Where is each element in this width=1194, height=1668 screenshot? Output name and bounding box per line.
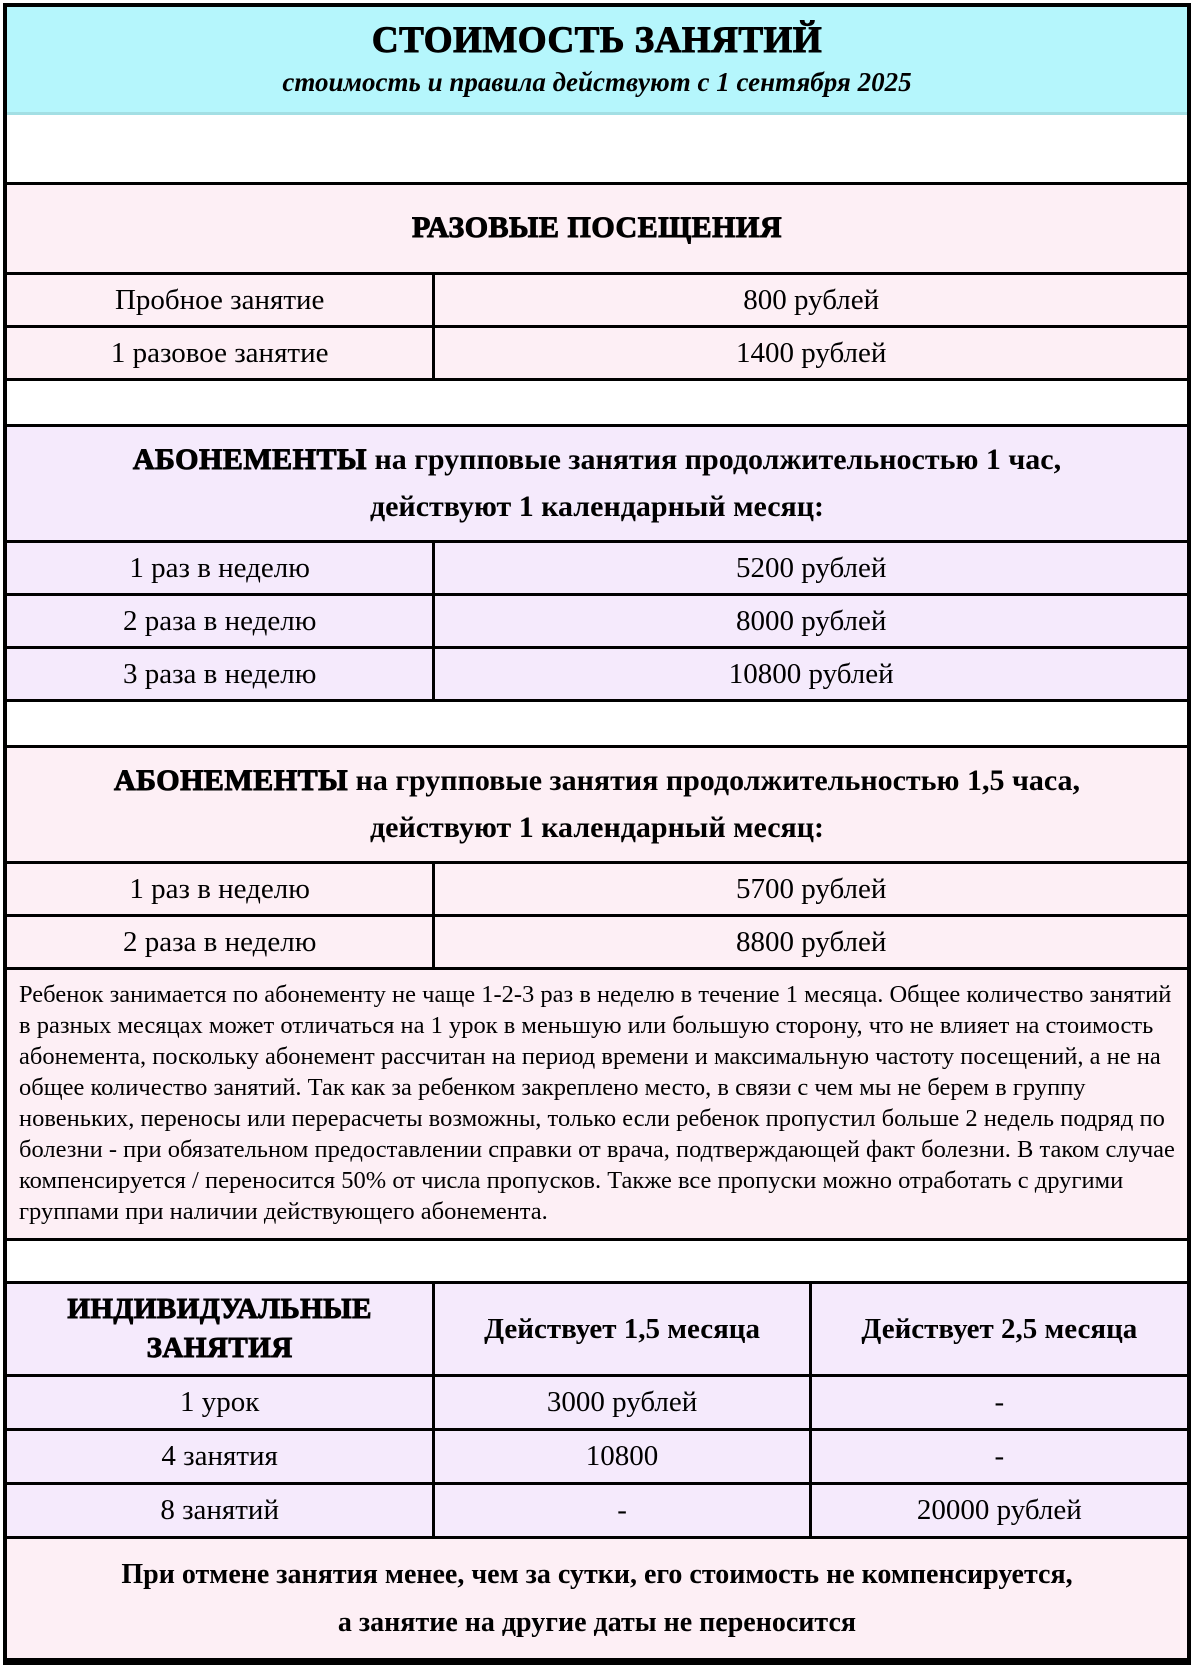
section-subscriptions-1h [7,424,1187,702]
section-subscriptions-1-5h [7,745,1187,1241]
spacer [7,115,1187,182]
spacer [7,702,1187,745]
row-label: 1 раз в неделю [7,543,435,593]
table-row [7,864,1187,914]
section-subscriptions-1-5h-header [7,748,1187,864]
table-row [7,593,1187,646]
row-label: 1 разовое занятие [7,328,435,378]
page-subtitle: стоимость и правила действуют с 1 сентября 2025 [282,67,912,98]
row-label: 4 занятия [7,1431,435,1482]
row-price-1-5: 10800 [435,1431,811,1482]
section-single-visits-title: РАЗОВЫЕ ПОСЕЩЕНИЯ [411,211,783,245]
row-price-2-5: - [994,1386,1005,1419]
column-header-valid-2-5-months: Действует 2,5 месяца [861,1312,1138,1345]
cancellation-policy-line2: а занятие на другие даты не переносится [337,1606,857,1638]
column-header-valid-1-5-months: Действует 1,5 месяца [435,1284,811,1374]
row-price-1-5: - [435,1485,811,1536]
table-row [7,1482,1187,1536]
table-row [7,275,1187,325]
section-individual-lessons [7,1281,1187,1661]
row-label: 1 раз в неделю [7,864,435,914]
section-subscriptions-1-5h-title [114,758,1080,851]
individual-table-header-row [7,1284,1187,1374]
row-label: 2 раза в неделю [7,596,435,646]
row-price: 8800 рублей [735,925,887,958]
row-label: 8 занятий [7,1485,435,1536]
masthead [7,7,1187,115]
row-price: 8000 рублей [735,604,887,637]
cancellation-policy-note [7,1536,1187,1658]
table-row [7,1428,1187,1482]
subscription-rules-note: Ребенок занимается по абонементу не чаще 1-2-3 раз в неделю в течение 1 месяца. Общее количество занятий в разных месяцах может отличаться на 1 урок в меньшую или большую сторону, что не влияет на стоимость абонемента, поскольку абонемент рассчитан на период времени и максимальную частоту посещений, а не на общее количество занятий. Так как за ребенком закреплено место, в связи с чем мы не берем в группу новеньких, переносы или перерасчеты возможны, только если ребенок пропустил больше 2 недель подряд по болезни - при обязательном предоставлении справки от врача, подтверждающей факт болезни. В таком случае компенсируется / переносится 50% от числа пропусков. Также все пропуски можно отработать с другими группами при наличии действующего абонемента. [7,967,1187,1238]
row-price-2-5: 20000 рублей [916,1494,1082,1527]
row-price: 10800 рублей [728,657,894,690]
cancellation-policy-line1: При отмене занятия менее, чем за сутки, его стоимость не компенсируется, [121,1558,1073,1590]
section-single-visits-header [7,185,1187,275]
row-price: 800 рублей [743,283,880,316]
title-line1: на групповые занятия продолжительностью 1,5 часа, [348,764,1081,797]
column-header-individual: ИНДИВИДУАЛЬНЫЕ ЗАНЯТИЯ [7,1284,435,1374]
row-price-1-5: 3000 рублей [435,1377,811,1428]
spacer [7,1241,1187,1281]
title-line2: действуют 1 календарный месяц: [369,489,825,523]
row-label: 1 урок [7,1377,435,1428]
page-title: СТОИМОСТЬ ЗАНЯТИЙ [371,19,823,61]
section-subscriptions-1h-header [7,427,1187,543]
row-label: 3 раза в неделю [7,649,435,699]
row-price: 5200 рублей [735,551,887,584]
table-row [7,1374,1187,1428]
row-price: 1400 рублей [735,336,887,369]
pricing-document [3,3,1191,1665]
row-label: 2 раза в неделю [7,917,435,967]
table-row [7,914,1187,967]
row-price-2-5: - [994,1440,1005,1473]
spacer [7,381,1187,424]
section-single-visits [7,182,1187,381]
table-row [7,646,1187,699]
row-price: 5700 рублей [735,872,887,905]
subscriptions-keyword: АБОНЕМЕНТЫ [132,443,367,476]
section-subscriptions-1h-title [133,437,1061,530]
table-row [7,543,1187,593]
table-row [7,325,1187,378]
subscriptions-keyword: АБОНЕМЕНТЫ [113,764,349,797]
title-line1: на групповые занятия продолжительностью 1 час, [366,443,1062,476]
title-line2: действуют 1 календарный месяц: [369,810,825,844]
row-label: Пробное занятие [7,275,435,325]
